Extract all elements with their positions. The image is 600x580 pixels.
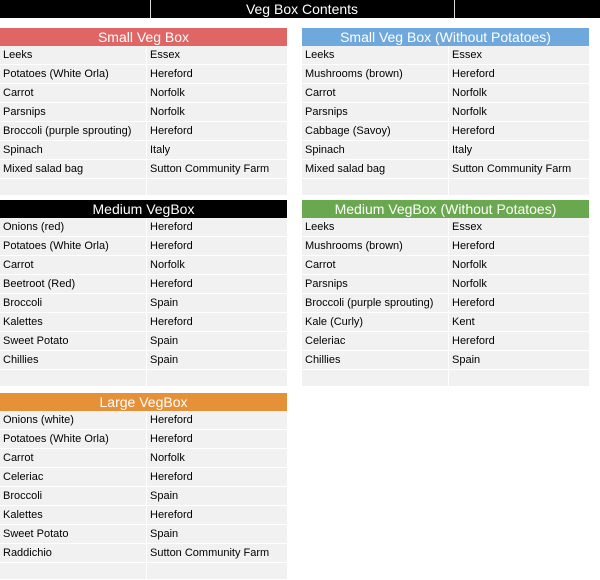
table-row	[0, 449, 287, 468]
table-row	[0, 122, 287, 141]
veg-name-cell: Carrot	[0, 84, 147, 102]
table-row	[0, 313, 287, 332]
origin-cell: Essex	[452, 221, 482, 233]
origin-cell: Hereford	[150, 278, 193, 290]
table-row	[0, 506, 287, 525]
table-row	[302, 275, 589, 294]
table-row	[0, 46, 287, 65]
origin-cell: Spain	[452, 354, 481, 366]
box-title: Medium VegBox (Without Potatoes)	[302, 200, 589, 218]
table-row	[302, 256, 589, 275]
table-row	[0, 160, 287, 179]
empty-cell	[147, 370, 287, 386]
empty-row	[0, 370, 287, 387]
empty-cell	[302, 370, 449, 386]
origin-cell: Kent	[452, 316, 475, 328]
table-row	[0, 332, 287, 351]
veg-name-cell: Carrot	[302, 256, 449, 274]
origin-cell: Hereford	[150, 433, 193, 445]
veg-name-cell: Kalettes	[0, 313, 147, 331]
box-small	[0, 28, 287, 196]
veg-name-cell: Onions (white)	[0, 411, 147, 429]
table-row	[302, 218, 589, 237]
veg-name-cell: Spinach	[302, 141, 449, 159]
table-row	[302, 351, 589, 370]
origin-cell: Italy	[452, 144, 473, 156]
box-medium-no-potatoes	[302, 200, 589, 387]
table-row	[302, 46, 589, 65]
veg-name-cell: Mushrooms (brown)	[302, 237, 449, 255]
veg-name-cell: Broccoli	[0, 487, 147, 505]
veg-name-cell: Carrot	[302, 84, 449, 102]
veg-name-cell: Chillies	[302, 351, 449, 369]
origin-cell: Hereford	[150, 68, 193, 80]
box-small-no-potatoes	[302, 28, 589, 196]
origin-cell: Hereford	[452, 335, 495, 347]
origin-cell: Sutton Community Farm	[150, 163, 270, 175]
empty-cell	[147, 179, 287, 195]
empty-row	[0, 563, 287, 580]
veg-name-cell: Leeks	[0, 46, 147, 64]
origin-cell: Hereford	[452, 125, 495, 137]
veg-name-cell: Carrot	[0, 449, 147, 467]
empty-cell	[0, 563, 147, 579]
veg-name-cell: Sweet Potato	[0, 525, 147, 543]
veg-name-cell: Leeks	[302, 218, 449, 236]
table-row	[302, 84, 589, 103]
veg-name-cell: Broccoli (purple sprouting)	[0, 122, 147, 140]
veg-name-cell: Celeriac	[302, 332, 449, 350]
veg-name-cell: Kalettes	[0, 506, 147, 524]
table-row	[0, 256, 287, 275]
box-title: Small Veg Box	[0, 28, 287, 46]
table-row	[0, 65, 287, 84]
veg-name-cell: Broccoli (purple sprouting)	[302, 294, 449, 312]
table-row	[302, 332, 589, 351]
empty-cell	[449, 179, 589, 195]
table-row	[0, 103, 287, 122]
table-row	[0, 218, 287, 237]
origin-cell: Hereford	[452, 240, 495, 252]
origin-cell: Italy	[150, 144, 171, 156]
veg-name-cell: Mixed salad bag	[0, 160, 147, 178]
veg-name-cell: Raddichio	[0, 544, 147, 562]
table-row	[302, 294, 589, 313]
origin-cell: Spain	[150, 490, 179, 502]
veg-name-cell: Chillies	[0, 351, 147, 369]
header-bar	[0, 0, 600, 18]
origin-cell: Norfolk	[452, 87, 487, 99]
origin-cell: Spain	[150, 297, 179, 309]
origin-cell: Hereford	[150, 125, 193, 137]
table-row	[302, 141, 589, 160]
veg-name-cell: Potatoes (White Orla)	[0, 65, 147, 83]
table-row	[302, 160, 589, 179]
box-title: Small Veg Box (Without Potatoes)	[302, 28, 589, 46]
table-row	[0, 141, 287, 160]
header-divider	[454, 0, 455, 18]
table-row	[0, 84, 287, 103]
veg-name-cell: Carrot	[0, 256, 147, 274]
origin-cell: Norfolk	[452, 278, 487, 290]
veg-name-cell: Broccoli	[0, 294, 147, 312]
origin-cell: Spain	[150, 528, 179, 540]
veg-name-cell: Mushrooms (brown)	[302, 65, 449, 83]
origin-cell: Hereford	[150, 471, 193, 483]
empty-cell	[147, 563, 287, 579]
table-row	[0, 430, 287, 449]
veg-name-cell: Kale (Curly)	[302, 313, 449, 331]
origin-cell: Hereford	[150, 221, 193, 233]
box-title: Medium VegBox	[0, 200, 287, 218]
empty-cell	[0, 370, 147, 386]
page-title: Veg Box Contents	[245, 1, 359, 17]
table-row	[302, 237, 589, 256]
veg-name-cell: Leeks	[302, 46, 449, 64]
veg-name-cell: Parsnips	[0, 103, 147, 121]
origin-cell: Hereford	[452, 297, 495, 309]
origin-cell: Sutton Community Farm	[150, 547, 270, 559]
box-large	[0, 393, 287, 580]
origin-cell: Norfolk	[452, 106, 487, 118]
table-row	[0, 525, 287, 544]
table-row	[0, 468, 287, 487]
table-row	[0, 487, 287, 506]
origin-cell: Hereford	[150, 414, 193, 426]
veg-name-cell: Spinach	[0, 141, 147, 159]
origin-cell: Essex	[150, 49, 180, 61]
veg-name-cell: Parsnips	[302, 275, 449, 293]
origin-cell: Norfolk	[150, 87, 185, 99]
empty-cell	[302, 179, 449, 195]
origin-cell: Hereford	[150, 509, 193, 521]
origin-cell: Norfolk	[150, 452, 185, 464]
box-medium	[0, 200, 287, 387]
table-row	[0, 294, 287, 313]
table-row	[0, 275, 287, 294]
table-row	[302, 313, 589, 332]
empty-row	[302, 370, 589, 387]
origin-cell: Norfolk	[452, 259, 487, 271]
table-row	[302, 122, 589, 141]
veg-name-cell: Cabbage (Savoy)	[302, 122, 449, 140]
origin-cell: Essex	[452, 49, 482, 61]
origin-cell: Hereford	[150, 316, 193, 328]
empty-cell	[449, 370, 589, 386]
veg-name-cell: Potatoes (White Orla)	[0, 237, 147, 255]
box-title: Large VegBox	[0, 393, 287, 411]
empty-cell	[0, 179, 147, 195]
origin-cell: Spain	[150, 354, 179, 366]
origin-cell: Norfolk	[150, 106, 185, 118]
veg-name-cell: Sweet Potato	[0, 332, 147, 350]
origin-cell: Sutton Community Farm	[452, 163, 572, 175]
veg-name-cell: Beetroot (Red)	[0, 275, 147, 293]
origin-cell: Norfolk	[150, 259, 185, 271]
empty-row	[302, 179, 589, 196]
table-row	[302, 65, 589, 84]
table-row	[0, 351, 287, 370]
veg-name-cell: Potatoes (White Orla)	[0, 430, 147, 448]
table-row	[0, 544, 287, 563]
origin-cell: Hereford	[452, 68, 495, 80]
table-row	[0, 411, 287, 430]
veg-name-cell: Celeriac	[0, 468, 147, 486]
origin-cell: Hereford	[150, 240, 193, 252]
table-row	[302, 103, 589, 122]
veg-name-cell: Onions (red)	[0, 218, 147, 236]
veg-name-cell: Parsnips	[302, 103, 449, 121]
veg-name-cell: Mixed salad bag	[302, 160, 449, 178]
table-row	[0, 237, 287, 256]
empty-row	[0, 179, 287, 196]
origin-cell: Spain	[150, 335, 179, 347]
